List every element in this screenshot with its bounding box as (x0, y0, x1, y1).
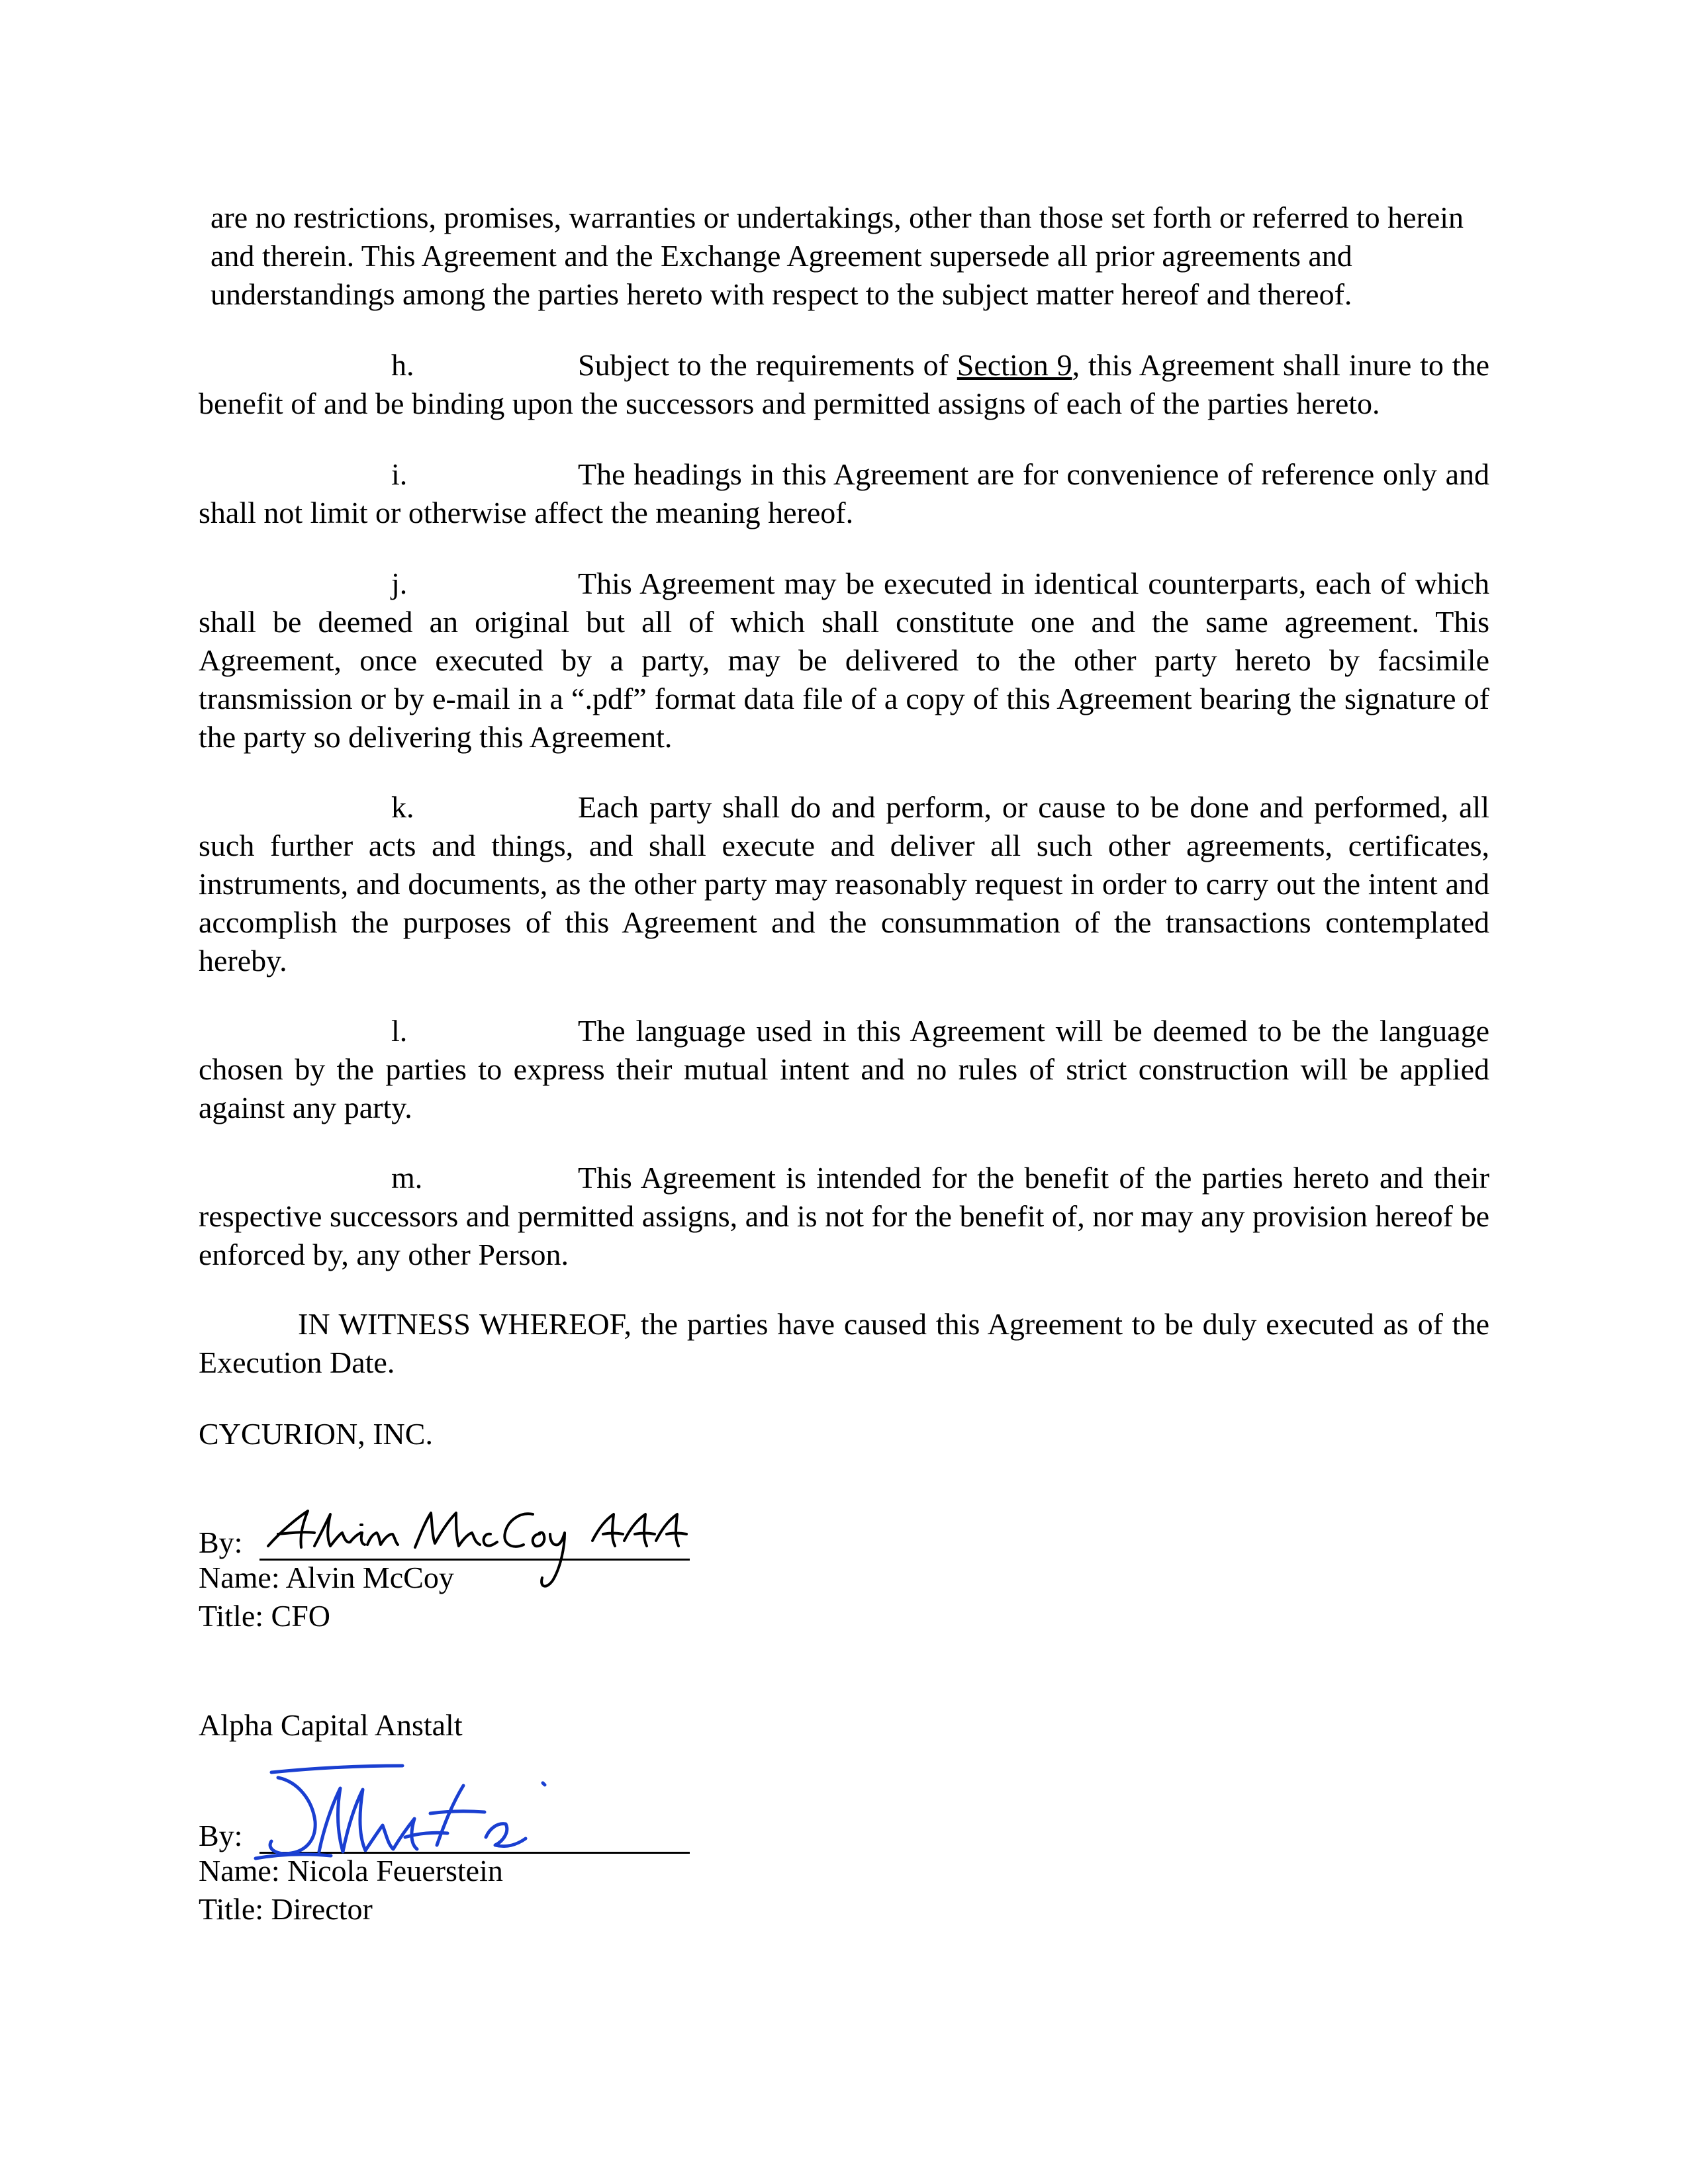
party1-signature-text: Alvin McCoy III (261, 1494, 266, 1495)
witness-paragraph (199, 1305, 1489, 1382)
clause-h-text-post: , this Agreement shall inure to the benefit of and be binding upon the successors and permitted assigns of each of the parties hereto. (199, 348, 1489, 420)
clause-l-label: l. (391, 1014, 408, 1048)
clause-k-label: k. (391, 790, 414, 824)
party2-by-label: By: (199, 1819, 243, 1852)
clause-j-label: j. (391, 567, 408, 600)
clause-i (199, 455, 1489, 532)
party2-name: Name: Nicola Feuerstein (199, 1854, 503, 1888)
clause-j-text: This Agreement may be executed in identical counterparts, each of which shall be deemed an original but all of which shall constitute one and the same agreement. This Agreement, once executed by a party, may be delivered to the other party hereto by facsimile transmission or by e-mail in a “.pdf” format data file of a copy of this Agreement bearing the signature of the party so delivering this Agreement. (199, 567, 1489, 754)
clause-h (199, 346, 1489, 423)
clause-h-label: h. (391, 348, 414, 382)
clause-i-label: i. (391, 457, 408, 491)
clause-m (199, 1159, 1489, 1274)
clause-k-text: Each party shall do and perform, or cause to be done and performed, all such further acts and things, and shall execute and deliver all such other agreements, certificates, instruments, and documents, as the other party may reasonably request in order to carry out the intent and accomplish the purposes of this Agreement and the consummation of the transactions contemplated hereby. (199, 790, 1489, 978)
section-9-reference: Section 9 (957, 348, 1072, 382)
clause-h-text-pre: Subject to the requirements of (578, 348, 957, 382)
clause-k (199, 788, 1489, 980)
clause-j (199, 565, 1489, 756)
party2-title: Title: Director (199, 1892, 373, 1926)
clause-m-text: This Agreement is intended for the benefit of the parties hereto and their respective successors and permitted assigns, and is not for the benefit of, nor may any provision hereof be enforced by, any other Person. (199, 1161, 1489, 1271)
witness-text: IN WITNESS WHEREOF, the parties have caused this Agreement to be duly executed as of the Execution Date. (199, 1307, 1489, 1379)
clause-i-text: The headings in this Agreement are for convenience of reference only and shall not limit or otherwise affect the meaning hereof. (199, 457, 1489, 529)
continuation-paragraph: are no restrictions, promises, warranties or undertakings, other than those set forth or referred to herein and therein. This Agreement and the Exchange Agreement supersede all prior agreements and understandings among the parties hereto with respect to the subject matter hereof and thereof. (211, 201, 1464, 311)
clause-l-text: The language used in this Agreement will be deemed to be the language chosen by the parties to express their mutual intent and no rules of strict construction will be applied against any party. (199, 1014, 1489, 1124)
party1-company: CYCURION, INC. (199, 1417, 433, 1451)
party1-title: Title: CFO (199, 1599, 331, 1633)
clause-m-label: m. (391, 1161, 423, 1195)
party2-company: Alpha Capital Anstalt (199, 1708, 463, 1742)
party1-by-label: By: (199, 1525, 243, 1559)
party1-name: Name: Alvin McCoy (199, 1561, 454, 1594)
clause-l (199, 1012, 1489, 1127)
